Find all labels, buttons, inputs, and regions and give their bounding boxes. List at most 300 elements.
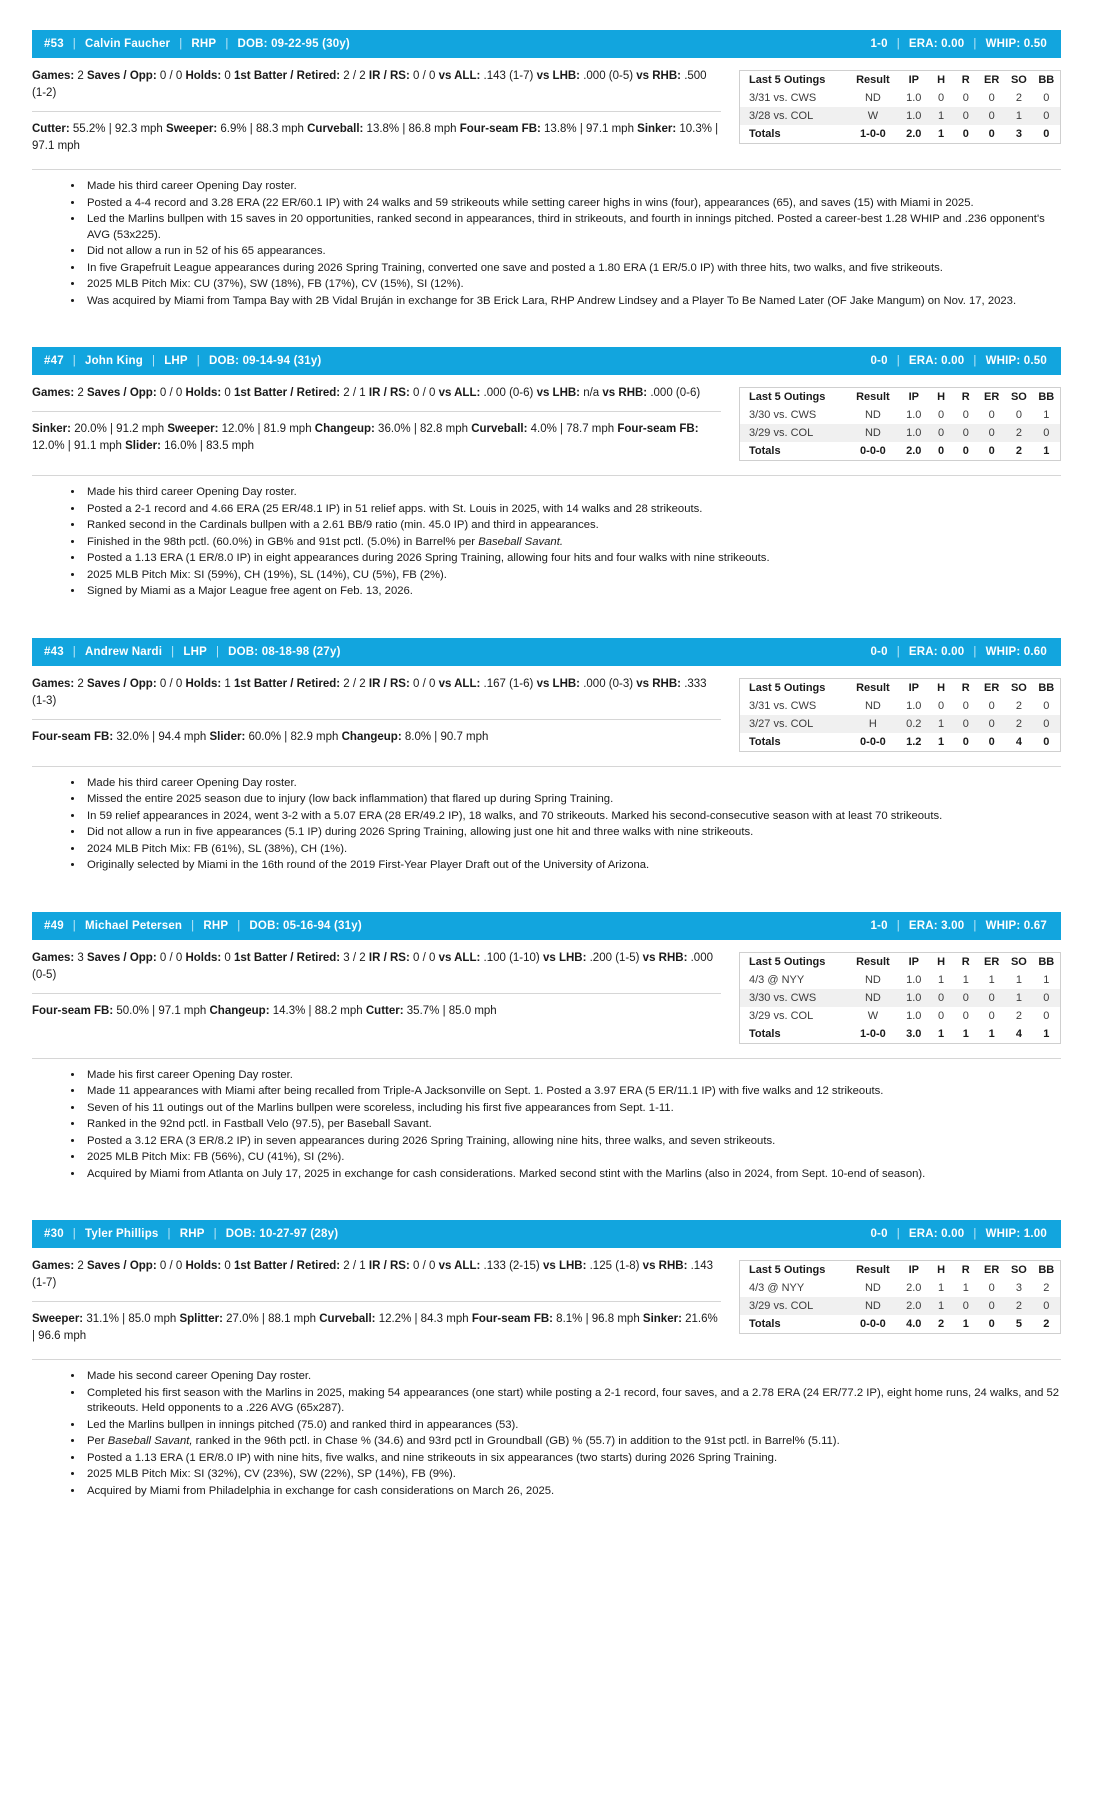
player-whip: WHIP: 0.60: [985, 645, 1047, 658]
cell-h: 0: [937, 409, 945, 421]
cell-er: 0: [988, 699, 995, 712]
header-divider: |: [973, 919, 977, 932]
cell-result: ND: [864, 409, 881, 421]
player-split-stats: Games: 3 Saves / Opp: 0 / 0 Holds: 0 1st Batter / Retired: 3 / 2 IR / RS: 0 / 0 vs ALL: .100 (1-10) vs LHB: .200 (1-5) vs RHB: .000 (0-5): [32, 951, 713, 981]
totals-cell-r: 0: [962, 735, 969, 748]
last-outings-column: [739, 1258, 1061, 1334]
list-item: • Ranked in the 92nd pctl. in Fastball Velo (97.5), per Baseball Savant.: [84, 1117, 1061, 1133]
column-header: Result: [856, 681, 890, 694]
player-season-summary: [870, 38, 1047, 50]
column-header: H: [937, 74, 946, 86]
block-spacer: [32, 317, 1061, 347]
player-season-summary: [870, 355, 1047, 367]
list-item: • Posted a 3.12 ERA (3 ER/8.2 IP) in seven appearances during 2026 Spring Training, allowing nine hits, three walks, and seven strikeouts.: [84, 1134, 1061, 1150]
cell-result: H: [868, 717, 877, 730]
column-header: H: [937, 955, 946, 968]
cell-ip: 0.2: [906, 717, 922, 730]
totals-cell-r: 1: [962, 1027, 969, 1040]
totals-cell-r: 0: [962, 445, 969, 457]
list-item: • Ranked second in the Cardinals bullpen with a 2.61 BB/9 ratio (min. 45.0 IP) and third in appearances.: [84, 518, 1061, 534]
cell-h: 1: [937, 1300, 945, 1312]
cell-so: 1: [1015, 110, 1022, 122]
totals-cell-ip: 1.2: [906, 735, 922, 748]
cell-er: 0: [988, 991, 995, 1004]
cell-label: 3/31 vs. CWS: [749, 699, 817, 712]
player-splits-column: [32, 385, 739, 455]
player-era: ERA: 0.00: [908, 355, 965, 367]
last-outings-column: [739, 385, 1061, 461]
cell-label: 3/29 vs. COL: [749, 1009, 814, 1022]
cell-r: 0: [962, 409, 969, 421]
column-header: H: [937, 681, 946, 694]
table-row: [740, 89, 1061, 107]
section-divider: [32, 993, 721, 994]
cell-label: 4/3 @ NYY: [749, 973, 805, 986]
cell-r: 0: [962, 110, 969, 122]
player-stats-body: [32, 1248, 1061, 1345]
column-header: Result: [856, 955, 890, 968]
header-divider: |: [896, 38, 900, 50]
list-item: • 2025 MLB Pitch Mix: SI (59%), CH (19%), SL (14%), CU (5%), FB (2%).: [84, 568, 1061, 584]
totals-cell-h: 1: [937, 1027, 945, 1040]
table-row: [740, 1007, 1061, 1025]
list-item: • 2024 MLB Pitch Mix: FB (61%), SL (38%), CH (1%).: [84, 842, 1061, 858]
player-season-summary: [870, 920, 1047, 932]
table-header-row: [740, 388, 1061, 407]
cell-ip: 1.0: [906, 991, 922, 1004]
totals-cell-ip: 2.0: [906, 128, 922, 140]
cell-r: 0: [962, 427, 969, 439]
cell-r: 0: [962, 92, 969, 104]
cell-er: 0: [988, 110, 995, 122]
list-item: • Made 11 appearances with Miami after being recalled from Triple-A Jacksonville on Sept. 1. Posted a 3.97 ERA (5 ER/11.1 IP) with five walks and 12 strikeouts.: [84, 1084, 1061, 1100]
column-header: Result: [856, 1264, 890, 1276]
cell-so: 3: [1015, 1282, 1022, 1294]
block-spacer: [32, 882, 1061, 912]
player-whip: WHIP: 0.50: [985, 355, 1047, 367]
table-row: [740, 424, 1061, 442]
player-header-bar: [32, 912, 1061, 940]
player-block: [32, 912, 1061, 1183]
totals-cell-label: Totals: [749, 1027, 781, 1040]
totals-cell-bb: 2: [1043, 1318, 1050, 1330]
player-dob: DOB: 08-18-98 (27y): [228, 645, 341, 658]
list-item: • Made his third career Opening Day roster.: [84, 776, 1061, 792]
header-divider: |: [896, 645, 900, 658]
player-splits-column: [32, 68, 739, 155]
player-notes-list: [32, 1068, 1061, 1183]
totals-cell-so: 4: [1015, 735, 1022, 748]
cell-bb: 0: [1043, 991, 1050, 1004]
player-split-stats: Games: 2 Saves / Opp: 0 / 0 Holds: 0 1st Batter / Retired: 2 / 2 IR / RS: 0 / 0 vs ALL: .143 (1-7) vs LHB: .000 (0-5) vs RHB: .500 (1-2): [32, 70, 707, 99]
player-header-bar: [32, 638, 1061, 666]
cell-ip: 1.0: [906, 409, 922, 421]
last-outings-column: [739, 676, 1061, 752]
block-spacer: [32, 1190, 1061, 1220]
column-header: IP: [908, 955, 919, 968]
cell-er: 0: [988, 409, 995, 421]
last-outings-table: [739, 1260, 1061, 1334]
totals-cell-so: 2: [1015, 445, 1022, 457]
cell-so: 2: [1015, 699, 1022, 712]
cell-label: 3/29 vs. COL: [749, 1300, 814, 1312]
section-divider: [32, 111, 721, 112]
list-item: • Acquired by Miami from Philadelphia in exchange for cash considerations on March 26, 2025.: [84, 1484, 1061, 1500]
column-header: SO: [1010, 74, 1027, 86]
player-name: Calvin Faucher: [84, 38, 171, 50]
player-record: 0-0: [870, 1228, 888, 1240]
totals-cell-h: 0: [937, 445, 945, 457]
table-totals-row: [740, 1025, 1061, 1044]
player-throws: LHP: [183, 645, 207, 658]
player-pitch-usage: Cutter: 55.2% | 92.3 mph Sweeper: 6.9% | 88.3 mph Curveball: 13.8% | 86.8 mph Four-seam FB: 13.8% | 97.1 mph Sinker: 10.3% | 97.1 mph: [32, 123, 719, 152]
notes-divider: [32, 475, 1061, 476]
cell-label: 3/28 vs. COL: [749, 110, 814, 122]
player-throws: LHP: [164, 355, 188, 367]
column-header: ER: [984, 681, 1000, 694]
table-header-row: [740, 952, 1061, 971]
last-outings-table: [739, 387, 1061, 461]
player-stats-body: [32, 666, 1061, 752]
list-item: • In 59 relief appearances in 2024, went 3-2 with a 5.07 ERA (28 ER/49.2 IP), 18 walks, and 70 strikeouts. Marked his second-consecutive season with at least 70 strikeouts.: [84, 809, 1061, 825]
list-item: • 2025 MLB Pitch Mix: FB (56%), CU (41%), SI (2%).: [84, 1150, 1061, 1166]
player-split-stats: Games: 2 Saves / Opp: 0 / 0 Holds: 0 1st Batter / Retired: 2 / 1 IR / RS: 0 / 0 vs ALL: .133 (2-15) vs LHB: .125 (1-8) vs RHB: .143 (1-7): [32, 1260, 713, 1289]
totals-cell-result: 1-0-0: [860, 128, 886, 140]
header-divider: |: [237, 919, 241, 932]
player-era: ERA: 0.00: [908, 645, 965, 658]
list-item: • Finished in the 98th pctl. (60.0%) in GB% and 91st pctl. (5.0%) in Barrel% per Baseball Savant.: [84, 535, 1061, 551]
player-pitch-usage: Four-seam FB: 32.0% | 94.4 mph Slider: 60.0% | 82.9 mph Changeup: 8.0% | 90.7 mph: [32, 730, 489, 743]
totals-cell-label: Totals: [749, 445, 781, 457]
header-divider: |: [196, 355, 200, 367]
header-divider: |: [72, 1228, 76, 1240]
list-item: • Made his second career Opening Day roster.: [84, 1369, 1061, 1385]
header-divider: |: [171, 645, 175, 658]
table-totals-row: [740, 125, 1061, 144]
totals-cell-ip: 4.0: [906, 1318, 922, 1330]
column-header: ER: [984, 1264, 1000, 1276]
cell-h: 1: [937, 717, 945, 730]
cell-label: 3/31 vs. CWS: [749, 92, 817, 104]
cell-result: ND: [864, 991, 881, 1004]
player-era: ERA: 0.00: [908, 1228, 965, 1240]
cell-bb: 0: [1043, 1009, 1050, 1022]
list-item: • Signed by Miami as a Major League free agent on Feb. 13, 2026.: [84, 584, 1061, 600]
list-item: • Led the Marlins bullpen in innings pitched (75.0) and ranked third in appearances (53).: [84, 1418, 1061, 1434]
column-header: H: [937, 391, 946, 403]
totals-cell-bb: 1: [1043, 1027, 1050, 1040]
player-header-bar: [32, 347, 1061, 375]
totals-cell-h: 2: [937, 1318, 945, 1330]
player-number: #49: [44, 919, 64, 932]
cell-result: ND: [864, 699, 881, 712]
list-item: • Was acquired by Miami from Tampa Bay with 2B Vidal Bruján in exchange for 3B Erick Lara, RHP Andrew Lindsey and a Player To Be Named Later (OF Jake Mangum) on Nov. 17, 2023.: [84, 294, 1061, 310]
player-name: Tyler Phillips: [84, 1228, 159, 1240]
table-body: [740, 971, 1061, 1044]
table-header: [740, 71, 1061, 90]
column-header: Last 5 Outings: [749, 74, 826, 86]
cell-label: 3/29 vs. COL: [749, 427, 814, 439]
table-row: [740, 107, 1061, 125]
player-number: #47: [44, 355, 64, 367]
player-pitch-usage: Sweeper: 31.1% | 85.0 mph Splitter: 27.0% | 88.1 mph Curveball: 12.2% | 84.3 mph Four-seam FB: 8.1% | 96.8 mph Sinker: 21.6% | 96.6 mph: [32, 1313, 718, 1342]
column-header: Result: [856, 74, 890, 86]
cell-bb: 1: [1043, 409, 1050, 421]
column-header: Last 5 Outings: [749, 955, 826, 968]
list-item: • In five Grapefruit League appearances during 2026 Spring Training, converted one save and posted a 1.80 ERA (1 ER/5.0 IP) with three hits, two walks, and five strikeouts.: [84, 261, 1061, 277]
header-divider: |: [72, 645, 76, 658]
list-item: • Did not allow a run in five appearances (5.1 IP) during 2026 Spring Training, allowing just one hit and three walks with nine strikeouts.: [84, 825, 1061, 841]
cell-bb: 0: [1043, 699, 1050, 712]
list-item: • Posted a 1.13 ERA (1 ER/8.0 IP) in eight appearances during 2026 Spring Training, allowing four hits and four walks with nine strikeouts.: [84, 551, 1061, 567]
table-header: [740, 388, 1061, 407]
player-stats-body: [32, 58, 1061, 155]
column-header: Last 5 Outings: [749, 681, 826, 694]
column-header: SO: [1010, 955, 1027, 968]
totals-cell-h: 1: [937, 128, 945, 140]
column-header: Result: [856, 391, 890, 403]
cell-result: ND: [864, 92, 881, 104]
cell-so: 1: [1015, 991, 1022, 1004]
list-item: • Posted a 4-4 record and 3.28 ERA (22 ER/60.1 IP) with 24 walks and 59 strikeouts while setting career highs in wins (four), appearances (65), and saves (15) with Miami in 2025.: [84, 196, 1061, 212]
player-split-stats: Games: 2 Saves / Opp: 0 / 0 Holds: 0 1st Batter / Retired: 2 / 1 IR / RS: 0 / 0 vs ALL: .000 (0-6) vs LHB: n/a vs RHB: .000 (0-6): [32, 387, 701, 399]
table-totals-row: [740, 442, 1061, 461]
list-item: • Originally selected by Miami in the 16th round of the 2019 First-Year Player Draft out of the University of Arizona.: [84, 858, 1061, 874]
list-item: • Did not allow a run in 52 of his 65 appearances.: [84, 244, 1061, 260]
cell-bb: 1: [1043, 973, 1050, 986]
totals-cell-bb: 0: [1043, 128, 1050, 140]
player-stats-body: [32, 940, 1061, 1044]
totals-cell-result: 0-0-0: [860, 445, 886, 457]
list-item: • Made his third career Opening Day roster.: [84, 485, 1061, 501]
player-notes-list: [32, 485, 1061, 600]
list-item: • Posted a 2-1 record and 4.66 ERA (25 ER/48.1 IP) in 51 relief apps. with St. Louis in 2025, with 14 walks and 28 strikeouts.: [84, 502, 1061, 518]
table-row: [740, 406, 1061, 424]
column-header: Last 5 Outings: [749, 391, 826, 403]
cell-bb: 0: [1043, 92, 1050, 104]
player-name: John King: [84, 355, 143, 367]
player-identity: [44, 646, 341, 658]
table-header-row: [740, 71, 1061, 90]
totals-cell-h: 1: [937, 735, 945, 748]
header-divider: |: [896, 919, 900, 932]
player-number: #43: [44, 645, 64, 658]
totals-cell-bb: 1: [1043, 445, 1050, 457]
table-header: [740, 678, 1061, 697]
player-header-bar: [32, 1220, 1061, 1248]
player-dob: DOB: 10-27-97 (28y): [225, 1228, 339, 1240]
last-outings-table: [739, 678, 1061, 752]
totals-cell-so: 4: [1015, 1027, 1022, 1040]
player-splits-column: [32, 676, 739, 746]
player-pitch-usage: Sinker: 20.0% | 91.2 mph Sweeper: 12.0% | 81.9 mph Changeup: 36.0% | 82.8 mph Curveball: 4.0% | 78.7 mph Four-seam FB: 12.0% | 91.1 mph Slider: 16.0% | 83.5 mph: [32, 423, 699, 452]
player-record: 0-0: [870, 645, 888, 658]
player-pitch-usage: Four-seam FB: 50.0% | 97.1 mph Changeup: 14.3% | 88.2 mph Cutter: 35.7% | 85.0 mph: [32, 1004, 497, 1017]
column-header: R: [961, 74, 970, 86]
column-header: SO: [1010, 1264, 1027, 1276]
totals-cell-er: 1: [988, 1027, 995, 1040]
cell-ip: 2.0: [906, 1282, 922, 1294]
last-outings-column: [739, 950, 1061, 1044]
column-header: BB: [1038, 955, 1055, 968]
cell-r: 0: [962, 699, 969, 712]
player-name: Michael Petersen: [84, 919, 183, 932]
notes-divider: [32, 1058, 1061, 1059]
table-row: [740, 715, 1061, 733]
cell-ip: 1.0: [906, 110, 922, 122]
totals-cell-bb: 0: [1043, 735, 1050, 748]
table-header: [740, 952, 1061, 971]
column-header: ER: [984, 74, 1000, 86]
player-record: 1-0: [870, 38, 888, 50]
cell-bb: 0: [1043, 717, 1050, 730]
column-header: ER: [984, 391, 1000, 403]
player-whip: WHIP: 1.00: [985, 1228, 1047, 1240]
cell-r: 0: [962, 1300, 969, 1312]
totals-cell-result: 0-0-0: [860, 735, 886, 748]
column-header: IP: [908, 1264, 919, 1276]
cell-r: 0: [962, 1009, 969, 1022]
list-item: • Per Baseball Savant, ranked in the 96th pctl. in Chase % (34.6) and 93rd pctl in Groundball (GB) % (55.7) in addition to the 91st pctl. in Barrel% (5.11).: [84, 1434, 1061, 1450]
table-row: [740, 971, 1061, 989]
totals-cell-label: Totals: [749, 128, 781, 140]
cell-so: 2: [1015, 717, 1022, 730]
player-dob: DOB: 05-16-94 (31y): [249, 919, 362, 932]
table-row: [740, 697, 1061, 715]
player-whip: WHIP: 0.67: [985, 919, 1047, 932]
player-number: #53: [44, 38, 64, 50]
cell-ip: 1.0: [906, 973, 922, 986]
cell-so: 2: [1015, 427, 1022, 439]
section-divider: [32, 1301, 721, 1302]
last-outings-table: [739, 70, 1061, 144]
player-block: [32, 638, 1061, 874]
cell-h: 1: [937, 973, 945, 986]
player-notes-list: [32, 179, 1061, 309]
header-divider: |: [215, 645, 220, 658]
header-divider: |: [72, 919, 76, 932]
cell-result: ND: [864, 973, 881, 986]
player-identity: [44, 920, 362, 932]
player-season-summary: [870, 646, 1047, 658]
table-header-row: [740, 1261, 1061, 1280]
column-header: BB: [1038, 681, 1055, 694]
column-header: BB: [1038, 74, 1055, 86]
totals-cell-label: Totals: [749, 735, 781, 748]
totals-cell-r: 0: [962, 128, 969, 140]
player-era: ERA: 0.00: [908, 38, 965, 50]
block-spacer: [32, 608, 1061, 638]
cell-label: 3/30 vs. CWS: [749, 991, 817, 1004]
totals-cell-er: 0: [988, 735, 995, 748]
section-divider: [32, 719, 721, 720]
player-number: #30: [44, 1228, 64, 1240]
cell-bb: 0: [1043, 1300, 1050, 1312]
totals-cell-so: 3: [1015, 128, 1022, 140]
notes-divider: [32, 169, 1061, 170]
player-split-stats: Games: 2 Saves / Opp: 0 / 0 Holds: 1 1st Batter / Retired: 2 / 2 IR / RS: 0 / 0 vs ALL: .167 (1-6) vs LHB: .000 (0-3) vs RHB: .333 (1-3): [32, 677, 707, 707]
cell-h: 1: [937, 1282, 945, 1294]
cell-so: 1: [1015, 973, 1022, 986]
totals-cell-result: 1-0-0: [860, 1027, 886, 1040]
list-item: • 2025 MLB Pitch Mix: CU (37%), SW (18%), FB (17%), CV (15%), SI (12%).: [84, 277, 1061, 293]
header-divider: |: [896, 355, 900, 367]
cell-bb: 2: [1043, 1282, 1050, 1294]
column-header: IP: [908, 391, 919, 403]
totals-cell-er: 0: [988, 445, 995, 457]
header-divider: |: [191, 919, 195, 932]
cell-label: 4/3 @ NYY: [749, 1282, 805, 1294]
header-divider: |: [213, 1228, 217, 1240]
section-divider: [32, 411, 721, 412]
player-identity: [44, 355, 321, 367]
player-splits-column: [32, 950, 739, 1020]
cell-result: ND: [864, 427, 881, 439]
cell-result: W: [867, 110, 879, 122]
player-name: Andrew Nardi: [84, 645, 163, 658]
cell-h: 0: [937, 699, 945, 712]
cell-ip: 1.0: [906, 699, 922, 712]
cell-er: 0: [988, 717, 995, 730]
cell-h: 1: [937, 110, 945, 122]
cell-h: 0: [937, 92, 945, 104]
list-item: • Made his first career Opening Day roster.: [84, 1068, 1061, 1084]
column-header: SO: [1010, 391, 1027, 403]
cell-h: 0: [937, 991, 945, 1004]
cell-so: 2: [1015, 92, 1022, 104]
players-list: [32, 30, 1061, 1499]
column-header: ER: [984, 955, 1000, 968]
player-identity: [44, 38, 350, 50]
player-block: [32, 30, 1061, 309]
list-item: • Seven of his 11 outings out of the Marlins bullpen were scoreless, including his first five appearances from Sept. 1-11.: [84, 1101, 1061, 1117]
cell-result: ND: [864, 1300, 881, 1312]
player-header-bar: [32, 30, 1061, 58]
player-throws: RHP: [191, 38, 217, 50]
player-throws: RHP: [179, 1228, 205, 1240]
cell-so: 2: [1015, 1009, 1022, 1022]
header-divider: |: [72, 38, 76, 50]
cell-ip: 1.0: [906, 92, 922, 104]
cell-r: 1: [962, 1282, 969, 1294]
totals-cell-result: 0-0-0: [860, 1318, 886, 1330]
cell-result: ND: [864, 1282, 881, 1294]
totals-cell-r: 1: [962, 1318, 969, 1330]
table-body: [740, 697, 1061, 752]
column-header: R: [961, 681, 970, 694]
cell-er: 0: [988, 1282, 995, 1294]
column-header: R: [961, 391, 970, 403]
player-notes-list: [32, 1369, 1061, 1499]
cell-er: 1: [988, 973, 995, 986]
header-divider: |: [179, 38, 183, 50]
cell-h: 0: [937, 1009, 945, 1022]
column-header: H: [937, 1264, 946, 1276]
last-outings-table: [739, 952, 1061, 1044]
header-divider: |: [72, 355, 76, 367]
player-block: [32, 347, 1061, 600]
cell-ip: 1.0: [906, 427, 922, 439]
list-item: • 2025 MLB Pitch Mix: SI (32%), CV (23%), SW (22%), SP (14%), FB (9%).: [84, 1467, 1061, 1483]
list-item: • Made his third career Opening Day roster.: [84, 179, 1061, 195]
header-divider: |: [973, 38, 977, 50]
table-row: [740, 989, 1061, 1007]
player-splits-column: [32, 1258, 739, 1345]
player-record: 0-0: [870, 355, 888, 367]
cell-so: 2: [1015, 1300, 1022, 1312]
player-throws: RHP: [203, 919, 229, 932]
table-body: [740, 406, 1061, 461]
